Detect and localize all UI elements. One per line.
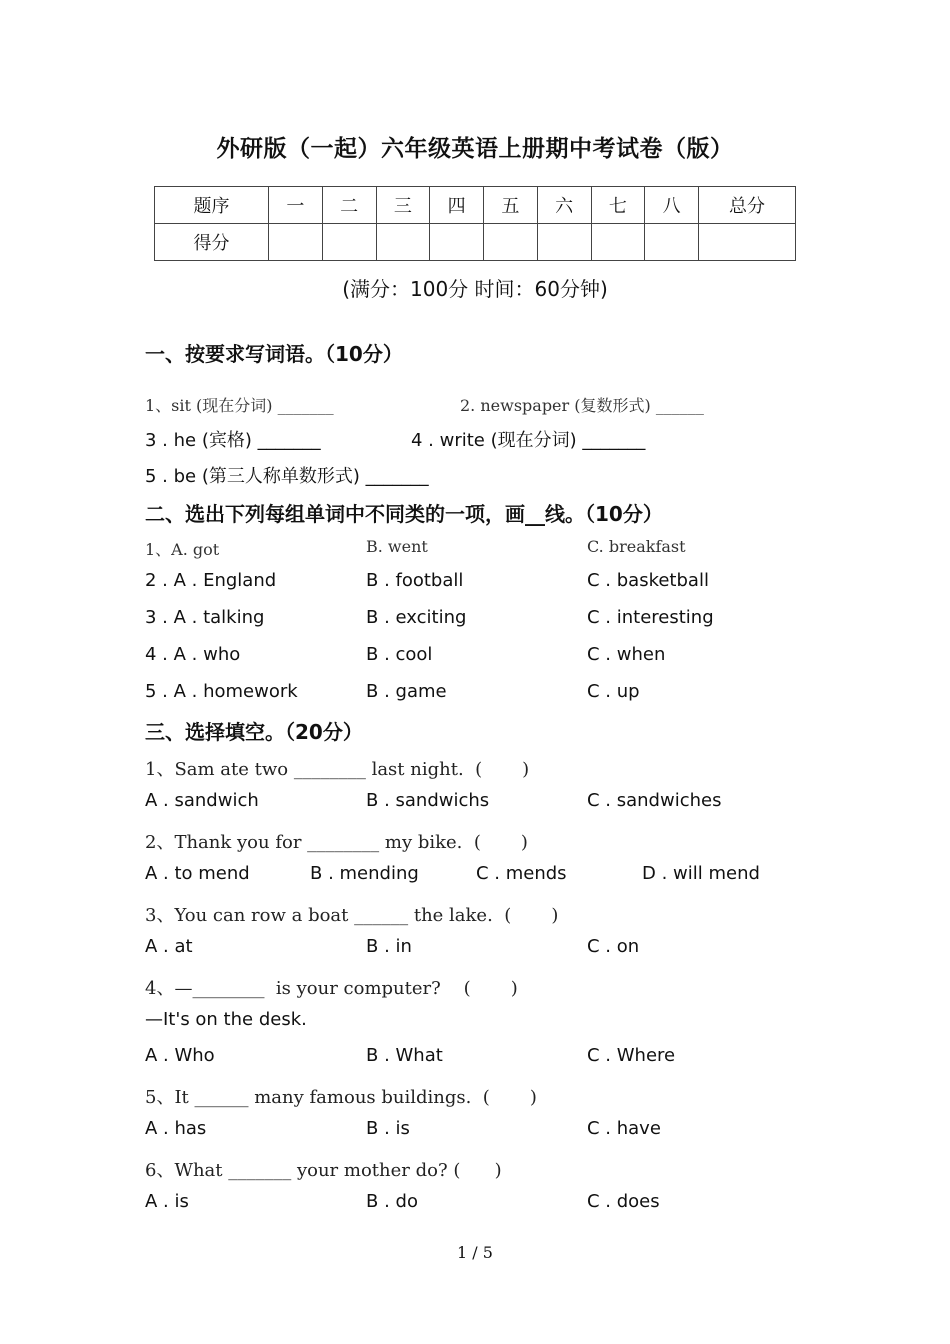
s2-row-1-option-a: 1、A. got — [145, 540, 220, 559]
s1-question-1: 1、sit (现在分词) _______ — [145, 396, 334, 415]
score-header-cell: 七 — [591, 187, 645, 224]
section-2-heading: 二、选出下列每组单词中不同类的一项，画__线。（10分） — [145, 502, 663, 526]
s2-row-2-option-c: C . basketball — [587, 570, 709, 591]
s3-q4-answer-line: —It's on the desk. — [145, 1009, 307, 1030]
score-cell[interactable] — [269, 224, 323, 261]
s2-row-5-option-b: B . game — [366, 681, 447, 702]
s2-row-3-option-c: C . interesting — [587, 607, 714, 628]
s3-question-3: 3、You can row a boat ______ the lake. ( ) — [145, 905, 559, 926]
score-cell[interactable] — [322, 224, 376, 261]
s3-question-4: 4、—________ is your computer? ( ) — [145, 978, 518, 999]
score-cell[interactable] — [430, 224, 484, 261]
section-1-heading: 一、按要求写词语。（10分） — [145, 342, 403, 366]
s3-q2-option-b: B . mending — [310, 863, 419, 884]
section-3-heading: 三、选择填空。（20分） — [145, 720, 363, 744]
score-cell[interactable] — [376, 224, 430, 261]
score-cell[interactable] — [699, 224, 796, 261]
s3-q5-option-c: C . have — [587, 1118, 661, 1139]
s3-q2-option-c: C . mends — [476, 863, 567, 884]
s3-q4-option-b: B . What — [366, 1045, 443, 1066]
s3-q3-option-a: A . at — [145, 936, 193, 957]
score-table-score-row — [155, 224, 796, 261]
s1-question-5: 5 . be (第三人称单数形式) _______ — [145, 466, 429, 487]
s3-q2-option-d: D . will mend — [642, 863, 760, 884]
s2-row-5-option-c: C . up — [587, 681, 640, 702]
s3-q1-option-b: B . sandwichs — [366, 790, 490, 811]
s3-q1-option-a: A . sandwich — [145, 790, 259, 811]
score-cell[interactable] — [591, 224, 645, 261]
s1-question-3: 3 . he (宾格) _______ — [145, 430, 321, 451]
s2-row-4-option-b: B . cool — [366, 644, 433, 665]
score-header-cell: 五 — [484, 187, 538, 224]
s3-q6-option-b: B . do — [366, 1191, 418, 1212]
s3-q6-option-c: C . does — [587, 1191, 660, 1212]
score-header-cell: 题序 — [155, 187, 269, 224]
s3-q2-option-a: A . to mend — [145, 863, 250, 884]
s3-q3-option-c: C . on — [587, 936, 640, 957]
s3-q5-option-b: B . is — [366, 1118, 410, 1139]
exam-title: 外研版（一起）六年级英语上册期中考试卷（版） — [216, 136, 734, 162]
s1-question-4: 4 . write (现在分词) _______ — [411, 430, 646, 451]
score-cell[interactable] — [645, 224, 699, 261]
s2-row-3-option-a: 3 . A . talking — [145, 607, 265, 628]
score-cell[interactable] — [537, 224, 591, 261]
s3-q3-option-b: B . in — [366, 936, 412, 957]
score-header-cell: 六 — [537, 187, 591, 224]
score-header-cell: 二 — [322, 187, 376, 224]
score-header-cell: 八 — [645, 187, 699, 224]
s3-question-6: 6、What _______ your mother do? ( ) — [145, 1160, 502, 1181]
score-cell[interactable] — [484, 224, 538, 261]
page-number: 1 / 5 — [457, 1243, 493, 1262]
s3-question-5: 5、It ______ many famous buildings. ( ) — [145, 1087, 537, 1108]
s2-row-4-option-c: C . when — [587, 644, 666, 665]
score-header-cell: 四 — [430, 187, 484, 224]
s2-row-4-option-a: 4 . A . who — [145, 644, 241, 665]
s3-q5-option-a: A . has — [145, 1118, 207, 1139]
s2-row-1-option-c: C. breakfast — [587, 537, 686, 556]
s2-row-5-option-a: 5 . A . homework — [145, 681, 298, 702]
s2-row-3-option-b: B . exciting — [366, 607, 467, 628]
s2-row-2-option-b: B . football — [366, 570, 464, 591]
exam-subtitle: (满分：100分 时间：60分钟) — [342, 277, 608, 301]
score-table-header-row — [155, 187, 796, 224]
s3-q1-option-c: C . sandwiches — [587, 790, 722, 811]
s3-q6-option-a: A . is — [145, 1191, 189, 1212]
s2-row-1-option-b: B. went — [366, 537, 428, 556]
s3-question-1: 1、Sam ate two ________ last night. ( ) — [145, 759, 530, 780]
s2-row-2-option-a: 2 . A . England — [145, 570, 277, 591]
score-header-cell: 三 — [376, 187, 430, 224]
score-header-cell: 一 — [269, 187, 323, 224]
score-header-cell: 总分 — [699, 187, 796, 224]
s1-question-2: 2. newspaper (复数形式) ______ — [460, 396, 704, 415]
score-table — [154, 186, 796, 261]
s3-q4-option-a: A . Who — [145, 1045, 215, 1066]
s3-q4-option-c: C . Where — [587, 1045, 676, 1066]
s3-question-2: 2、Thank you for ________ my bike. ( ) — [145, 832, 528, 853]
score-row-label: 得分 — [155, 224, 269, 261]
